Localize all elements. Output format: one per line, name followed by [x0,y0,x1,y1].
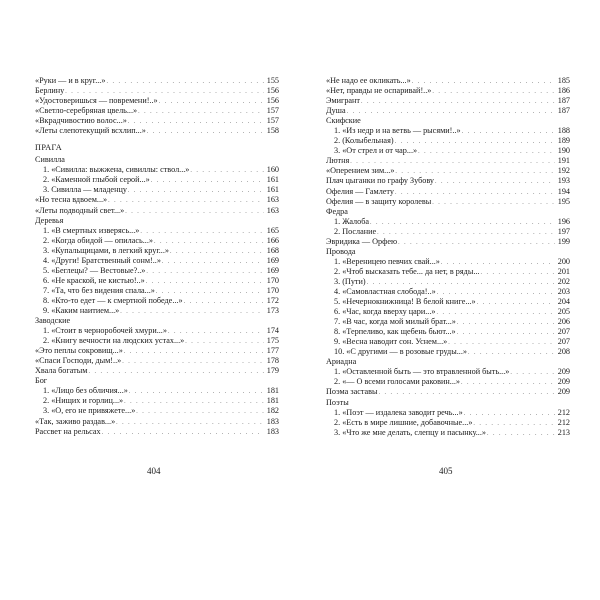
toc-entry-title: 6. «Час, когда вверху цари...» [334,307,436,317]
toc-entry-page-number: 209 [557,367,570,377]
toc-entry-title: 1. «Лицо без обличия...» [43,386,128,396]
toc-entry-page-number: 199 [557,236,570,246]
toc-entry [326,287,570,297]
toc-entry [35,175,279,185]
section-heading: ПРАГА [35,143,63,153]
toc-entry [326,227,570,237]
toc-entry-title: 9. «Весна наводит сон. Уснем...» [334,337,448,347]
toc-entry [326,86,570,96]
toc-entry-title: «Так, заживо раздав...» [35,416,116,426]
dot-leader [125,208,264,216]
dot-leader [184,298,264,306]
toc-entry-title: «Удостоверишься — повремени!..» [35,96,158,106]
dot-leader [435,178,555,186]
dot-leader [120,308,264,316]
toc-entry-page-number: 187 [557,106,570,116]
toc-entry-title: Эвридика — Орфею [326,236,398,246]
toc-entry [326,156,570,166]
toc-entry-page-number: 179 [266,366,279,376]
toc-entry-title: 2. «Чтоб высказать тебе... да нет, в ряды... [334,266,480,276]
dot-leader [468,349,555,357]
toc-entry [326,176,570,186]
toc-entry-title: 5. «Нечернокнижница! В белой книге...» [334,297,476,307]
toc-entry-page-number: 194 [557,186,570,196]
toc-entry [35,76,279,86]
toc-entry-page-number: 183 [266,416,279,426]
toc-entry [35,286,279,296]
toc-entry-page-number: 156 [266,86,279,96]
toc-entry [326,187,570,197]
toc-entry [326,76,570,86]
dot-leader [379,389,555,397]
toc-entry-page-number: 209 [557,387,570,397]
dot-leader [510,369,555,377]
toc-entry-page-number: 183 [266,426,279,436]
dot-leader [170,248,264,256]
toc-entry [35,165,279,175]
toc-entry [326,367,570,377]
toc-entry-title: Эмигрант [326,96,361,106]
dot-leader [462,128,555,136]
toc-entry [35,296,279,306]
toc-entry-title: Офелия — в защиту королевы [326,196,432,206]
toc-entry [326,327,570,337]
toc-entry-page-number: 213 [557,427,570,437]
toc-entry [35,226,279,236]
toc-entry-page-number: 170 [266,275,279,285]
toc-entry-page-number: 161 [266,185,279,195]
dot-leader [412,78,555,86]
toc-entry [326,408,570,418]
toc-entry [35,256,279,266]
toc-entry-title: Рассвет на рельсах [35,426,101,436]
toc-entry-page-number: 212 [557,417,570,427]
toc-entry-page-number: 195 [557,196,570,206]
toc-entry-page-number: 169 [266,265,279,275]
toc-entry-page-number: 169 [266,255,279,265]
toc-entry-page-number: 158 [266,126,279,136]
toc-entry-page-number: 201 [557,266,570,276]
toc-entry-title: 3. «От стрел и от чар...» [334,146,418,156]
toc-entry-page-number: 155 [266,76,279,85]
toc-entry-title: 4. «Други! Братственный сонм!..» [43,255,161,265]
toc-entry-page-number: 163 [266,205,279,215]
toc-entry-title: «Не надо ее окликать...» [326,76,411,85]
toc-entry [35,386,279,396]
dot-leader [136,408,264,416]
toc-entry-title: 1. «Поэт — издалека заводит речь...» [334,407,463,417]
toc-entry-title: 2. «Когда обидой — опилась...» [43,235,153,245]
dot-leader [473,420,555,428]
dot-leader [108,197,264,205]
toc-entry-title: Лютня [326,156,350,166]
dot-leader [461,379,555,387]
dot-leader [156,288,264,296]
toc-entry-page-number: 168 [266,245,279,255]
dot-leader [395,189,555,197]
toc-entry-page-number: 172 [266,295,279,305]
dot-leader [190,167,264,175]
toc-entry [35,306,279,316]
toc-entry-page-number: 191 [557,156,570,166]
toc-entry [326,106,570,116]
toc-entry-page-number: 165 [266,225,279,235]
dot-leader [437,289,555,297]
dot-leader [457,319,555,327]
toc-entry [326,217,570,227]
toc-entry-page-number: 173 [266,305,279,315]
toc-entry [35,366,279,376]
dot-leader [151,177,264,185]
dot-leader [129,388,264,396]
toc-entry [35,195,279,205]
toc-entry-page-number: 177 [266,346,279,356]
toc-entry [326,418,570,428]
toc-entry-page-number: 188 [557,126,570,136]
toc-entry-page-number: 175 [266,336,279,346]
toc-entry-page-number: 202 [557,276,570,286]
toc-entry-page-number: 209 [557,377,570,387]
dot-leader [138,108,264,116]
dot-leader [106,78,264,86]
toc-entry [35,417,279,427]
toc-entry-title: Офелия — Гамлету [326,186,394,196]
dot-leader [162,258,264,266]
dot-leader [361,98,555,106]
dot-leader [370,219,555,227]
toc-entry-page-number: 196 [557,216,570,226]
toc-entry-title: 1. «Вереницею певчих свай...» [334,256,440,266]
toc-entry-title: 3. (Пути) [334,276,366,286]
toc-entry-page-number: 161 [266,175,279,185]
toc-entry-page-number: 156 [266,96,279,106]
toc-entry-page-number: 186 [557,86,570,96]
toc-cycle-heading: Федра [326,206,348,216]
left-page-toc [35,76,279,437]
toc-entry-title: Плач цыганки по графу Зубову [326,176,435,186]
toc-cycle-heading: Бог [35,376,48,386]
dot-leader [395,168,555,176]
right-page-number: 405 [439,466,453,476]
toc-entry-title: «Леты подводный свет...» [35,205,125,215]
toc-entry-page-number: 160 [266,165,279,175]
toc-entry-title: Поэма заставы [326,387,378,397]
dot-leader [464,410,555,418]
toc-entry-page-number: 185 [557,76,570,85]
toc-entry [326,96,570,106]
toc-entry-title: 2. «— О всеми голосами раковин...» [334,377,461,387]
toc-entry [35,206,279,216]
toc-entry-title: «Вкрадчивостию волос...» [35,116,127,126]
toc-entry-page-number: 200 [557,256,570,266]
toc-entry-title: 2. «Есть в мире лишние, добавочные...» [334,417,473,427]
dot-leader [124,348,264,356]
toc-entry-title: 3. «Что же мне делать, слепцу и пасынку...» [334,427,486,437]
toc-entry [35,326,279,336]
toc-entry-page-number: 207 [557,327,570,337]
toc-entry [35,406,279,416]
toc-entry [326,257,570,267]
toc-entry [35,356,279,366]
dot-leader [377,229,555,237]
toc-entry-title: 8. «Терпеливо, как щебень бьют...» [334,327,456,337]
toc-entry-page-number: 192 [557,166,570,176]
toc-entry-page-number: 204 [557,297,570,307]
dot-leader [140,228,264,236]
dot-leader [418,148,555,156]
dot-leader [65,88,264,96]
toc-entry-page-number: 203 [557,286,570,296]
dot-leader [432,88,555,96]
toc-entry-title: Хвала богатым [35,366,88,376]
toc-entry-page-number: 182 [266,406,279,416]
toc-cycle-heading: Скифские [326,116,361,126]
toc-entry-title: 2. «Нищих и горлиц...» [43,396,124,406]
dot-leader [122,358,264,366]
toc-entry [326,347,570,357]
toc-entry-title: 3. «Купальщицами, в легкий круг...» [43,245,169,255]
toc-entry-title: 9. «Каким наитием...» [43,305,120,315]
toc-entry [35,246,279,256]
toc-entry [35,185,279,195]
toc-entry-title: 1. «Оставленной быть — это втравленной быть...» [334,367,510,377]
toc-entry-page-number: 197 [557,226,570,236]
dot-leader [448,339,555,347]
toc-entry [326,237,570,247]
toc-entry-title: 2. «Книгу вечности на людских устах...» [43,336,185,346]
toc-entry-page-number: 157 [266,116,279,126]
toc-entry [326,428,570,438]
toc-entry-title: 8. «Кто-то едет — к смертной победе...» [43,295,183,305]
dot-leader [441,259,555,267]
toc-entry-page-number: 206 [557,317,570,327]
toc-entry-title: Душа [326,106,346,116]
toc-entry [326,337,570,347]
toc-entry [326,136,570,146]
toc-entry-title: «Леты слепотекущий всхлип...» [35,126,146,136]
dot-leader [398,239,555,247]
dot-leader [147,128,264,136]
dot-leader [124,398,264,406]
toc-entry [326,377,570,387]
toc-cycle-heading: Провода [326,246,356,256]
toc-entry-title: «Оперением зим...» [326,166,395,176]
dot-leader [154,238,264,246]
toc-entry-title: 5. «Беглецы? — Вестовые?..» [43,265,146,275]
toc-entry-title: 10. «С другими — в розовые груды...» [334,347,467,357]
toc-entry-title: 3. Сивилла — младенцу [43,185,127,195]
toc-cycle-heading: Поэты [326,397,349,407]
dot-leader [102,429,264,437]
toc-entry-title: 3. «О, его не привяжете...» [43,406,136,416]
dot-leader [487,430,555,438]
toc-entry [35,116,279,126]
toc-entry-page-number: 207 [557,337,570,347]
toc-entry [326,166,570,176]
toc-entry-title: 1. «Из недр и на ветвь — рысями!..» [334,126,461,136]
toc-cycle-heading: Ариадна [326,357,357,367]
toc-entry-page-number: 190 [557,146,570,156]
toc-entry [35,276,279,286]
toc-entry [326,277,570,287]
dot-leader [395,138,555,146]
toc-entry-title: 7. «Та, что без видения спала...» [43,285,155,295]
dot-leader [146,268,264,276]
toc-entry-page-number: 181 [266,396,279,406]
toc-entry-title: 6. «Не краской, не кистью!..» [43,275,145,285]
toc-entry-title: 7. «В час, когда мой милый брат...» [334,317,456,327]
toc-entry [326,126,570,136]
toc-entry-title: Берлину [35,86,65,96]
toc-entry [326,197,570,207]
dot-leader [159,98,264,106]
toc-entry [35,236,279,246]
dot-leader [168,328,264,336]
toc-entry-title: 2. (Колыбельная) [334,136,394,146]
dot-leader [457,329,555,337]
toc-entry [326,297,570,307]
right-page-toc [326,76,570,438]
toc-entry-page-number: 189 [557,136,570,146]
toc-entry-page-number: 193 [557,176,570,186]
dot-leader [128,118,264,126]
toc-entry-page-number: 174 [266,326,279,336]
toc-entry-title: «Спаси Господи, дым!..» [35,356,122,366]
toc-entry [35,106,279,116]
toc-entry-title: «Это пеплы сокровищ...» [35,346,123,356]
toc-entry-page-number: 166 [266,235,279,245]
toc-entry [326,146,570,156]
dot-leader [432,199,555,207]
toc-entry-title: 1. «В смертных изверясь...» [43,225,140,235]
toc-entry-title: 1. «Стоит в черноробочей хмури...» [43,326,167,336]
toc-entry-page-number: 208 [557,347,570,357]
toc-entry-page-number: 170 [266,285,279,295]
dot-leader [128,187,264,195]
toc-entry-page-number: 181 [266,386,279,396]
dot-leader [480,269,555,277]
toc-entry-title: «Светло-серебряная цвель...» [35,106,138,116]
toc-cycle-heading: Сивилла [35,155,65,165]
toc-entry [35,266,279,276]
dot-leader [116,419,264,427]
toc-entry-page-number: 187 [557,96,570,106]
toc-entry-title: 2. «Каменной глыбой серой...» [43,175,150,185]
dot-leader [436,309,555,317]
toc-entry [326,387,570,397]
dot-leader [350,158,555,166]
dot-leader [367,279,555,287]
dot-leader [88,368,264,376]
toc-entry-page-number: 163 [266,195,279,205]
toc-entry [35,396,279,406]
toc-cycle-heading: Заводские [35,316,71,326]
dot-leader [477,299,555,307]
toc-entry-title: 4. «Самовластная слобода!..» [334,286,436,296]
toc-entry [35,126,279,136]
toc-entry [35,427,279,437]
toc-entry [35,86,279,96]
toc-entry-page-number: 205 [557,307,570,317]
toc-entry [35,346,279,356]
toc-cycle-heading: Деревья [35,215,64,225]
toc-entry-page-number: 212 [557,407,570,417]
toc-entry-title: 1. Жалоба [334,216,370,226]
dot-leader [347,108,555,116]
toc-entry [35,336,279,346]
left-page-number: 404 [147,466,161,476]
toc-entry-page-number: 178 [266,356,279,366]
toc-entry-title: 1. «Сивилла: выжжена, сивиллы: ствол...» [43,165,190,175]
dot-leader [185,338,264,346]
toc-entry [326,267,570,277]
toc-entry-title: 2. Послание [334,226,377,236]
toc-entry-page-number: 157 [266,106,279,116]
toc-entry-title: «Нет, правды не оспаривай!..» [326,86,432,96]
toc-entry-title: «Руки — и в круг...» [35,76,106,85]
toc-entry [326,317,570,327]
toc-entry [326,307,570,317]
toc-entry-title: «Но тесна вдвоем...» [35,195,108,205]
dot-leader [146,278,264,286]
toc-entry [35,96,279,106]
